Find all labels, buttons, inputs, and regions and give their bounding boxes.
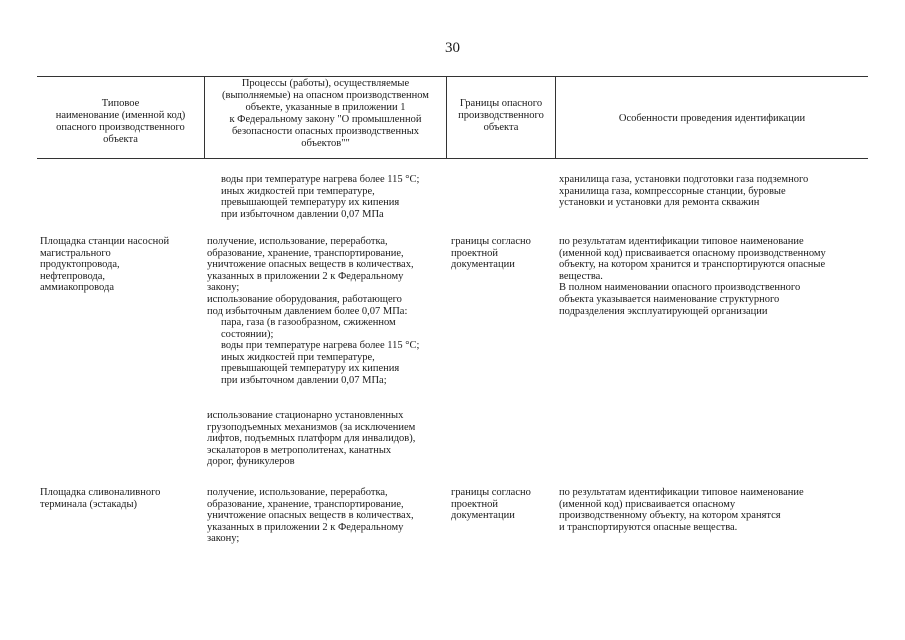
table-row-1-processes-part-a: получение, использование, переработка, образование, хранение, транспортирование, уничтожение опасных веществ в количествах, указанных в приложении 2 к Федеральному закону; использование оборудования, работающего под избыточным давлением более 0,07 МПа: <box>207 236 414 317</box>
table-row-2-boundaries: границы согласно проектной документации <box>451 487 531 522</box>
table-row-1-name: Площадка станции насосной магистрального продуктопровода, нефтепровода, аммиакопровода <box>40 236 170 294</box>
page-number: 30 <box>445 40 460 56</box>
table-row-1-processes-part-c: использование стационарно установленных грузоподъемных механизмов (за исключением лифтов, подъемных платформ для инвалидов), эскалаторов в метрополитенах, канатных дорог, фуникулеров <box>207 410 416 468</box>
header-boundaries: Границы опасного производственного объекта <box>458 98 544 133</box>
table-row-2-processes: получение, использование, переработка, образование, хранение, транспортирование, уничтожение опасных веществ в количествах, указанных в приложении 2 к Федеральному закону; <box>207 487 414 545</box>
table-row-2-name: Площадка сливоналивного терминала (эстакады) <box>40 487 161 510</box>
table-row-0-processes: воды при температуре нагрева более 115 °С; иных жидкостей при температуре, превышающей температуру их кипения при избыточном давлении 0,07 МПа <box>221 174 420 220</box>
table-header-bottom-border <box>37 158 868 159</box>
table-row-2-features: по результатам идентификации типовое наименование (именной код) присваивается опасному производственному объекту, на котором хранятся и транспортируются опасные вещества. <box>559 487 804 533</box>
header-identification-features: Особенности проведения идентификации <box>618 113 806 124</box>
table-row-1-features: по результатам идентификации типовое наименование (именной код) присваивается опасному производственному объекту, на котором хранится и транспортируются опасные вещества. В полном наименовании опасного производственного объекта указывается наименование структурного подразделения эксплуатирующей организации <box>559 236 826 317</box>
table-row-1-processes-part-b: пара, газа (в газообразном, сжиженном состоянии); воды при температуре нагрева более 115 °С; иных жидкостей при температуре, превышающей температуру их кипения при избыточном давлении 0,07 МПа; <box>221 317 420 386</box>
header-type-name: Типовое наименование (именной код) опасного производственного объекта <box>55 98 186 145</box>
table-row-1-boundaries: границы согласно проектной документации <box>451 236 531 271</box>
table-row-0-features: хранилища газа, установки подготовки газа подземного хранилища газа, компрессорные станции, буровые установки и установки для ремонта скважин <box>559 174 809 209</box>
table-top-border <box>37 76 868 77</box>
header-processes: Процессы (работы), осуществляемые (выполняемые) на опасном производственном объекте, указанные в приложении 1 к Федеральному закону "О промышленной безопасности опасных производственных объектов"" <box>222 78 429 149</box>
